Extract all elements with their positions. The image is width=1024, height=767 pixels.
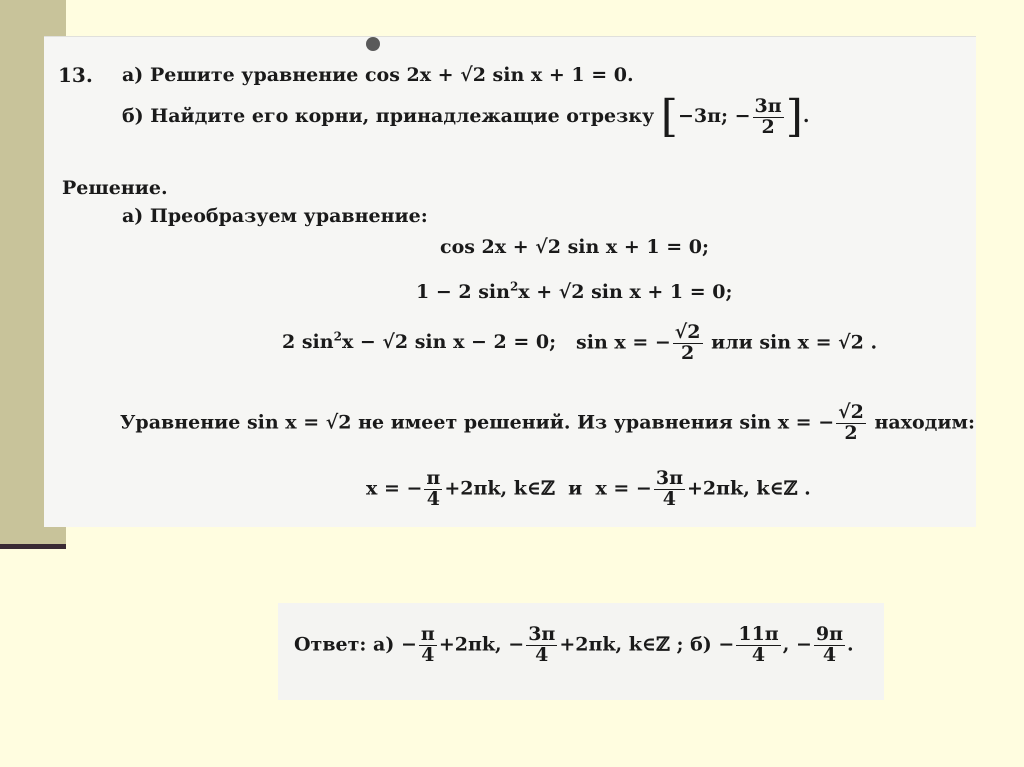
interval-right-sign: −: [734, 105, 751, 127]
find-text: находим:: [874, 411, 975, 434]
no-solution-eq: sin x = √2: [246, 411, 352, 434]
interval-bracket-right: ]: [785, 91, 803, 142]
from-eq-fraction: $\frac{√2}{2}$: [838, 401, 864, 444]
eq3-mid: sin x = −: [576, 331, 671, 354]
problem-scan-panel: [44, 36, 976, 527]
root1-fraction: $\frac{\pi}{4}$: [426, 467, 441, 510]
equation-2: 1 − 2 $\sin^2x + √2$ sin x + 1 = 0;: [416, 280, 733, 304]
problem-number: 13.: [58, 63, 93, 87]
interval-left: −3π;: [677, 105, 728, 127]
eq3-or: или: [711, 331, 753, 354]
roots-line: x = − $\frac{\pi}{4}$ +2πk, k∈ℤ и x = − $\frac{3\pi}{4}$ +2πk, k∈ℤ .: [366, 467, 811, 510]
problem-part-b: [122, 91, 810, 142]
equation-1: cos 2x + √2 sin x + 1 = 0;: [440, 236, 709, 258]
solution-heading: Решение.: [62, 177, 168, 199]
eq3-right: sin x = √2 .: [759, 331, 878, 354]
from-eq: sin x = −: [739, 411, 835, 434]
answer-a2-fraction: $\frac{3\pi}{4}$: [528, 623, 556, 666]
answer-a1-fraction: $\frac{\pi}{4}$: [420, 623, 435, 666]
answer-b1-fraction: $\frac{11\pi}{4}$: [738, 623, 779, 666]
answer-part-a: а): [373, 633, 395, 656]
eq3-left: 2 $\sin^2x - √2$ sin x − 2 = 0;: [282, 330, 557, 354]
part-b-label: б): [122, 105, 144, 127]
answer-part-b: б): [690, 633, 712, 656]
interval-right-fraction: $\frac{3\pi}{2}$: [754, 94, 782, 138]
equation-3: [282, 323, 877, 364]
answer-panel: [278, 603, 884, 700]
solution-step-a: а) Преобразуем уравнение:: [122, 205, 428, 227]
part-b-end: .: [802, 105, 810, 127]
part-a-equation: cos 2x + √2 sin x + 1 = 0.: [364, 64, 634, 86]
scan-dot-mark: [366, 37, 380, 51]
answer-label: Ответ:: [294, 633, 367, 656]
eq3-fraction: $\frac{√2}{2}$: [674, 321, 701, 364]
roots-and: и: [568, 477, 583, 500]
left-divider-line: [0, 544, 66, 549]
part-b-text: Найдите его корни, принадлежащие отрезку: [150, 105, 655, 127]
answer-b2-fraction: $\frac{9\pi}{4}$: [815, 623, 844, 666]
part-a-label: а): [122, 64, 144, 86]
part-a-text: Решите уравнение: [149, 64, 359, 86]
no-solution-sentence: Уравнение sin x = √2 не имеет решений. Из уравнения sin x = − $\frac{√2}{2}$ находим:: [120, 401, 975, 444]
root2-fraction: $\frac{3\pi}{4}$: [655, 467, 683, 510]
problem-part-a: [122, 64, 634, 86]
interval-bracket-left: [: [660, 91, 678, 142]
answer-line: Ответ: а) − $\frac{\pi}{4}$ +2πk, − $\frac{3\pi}{4}$ +2πk, k∈ℤ ; б) − $\frac{11\pi}{4}$ , − $\frac{9\pi}{4}$ .: [294, 623, 854, 666]
